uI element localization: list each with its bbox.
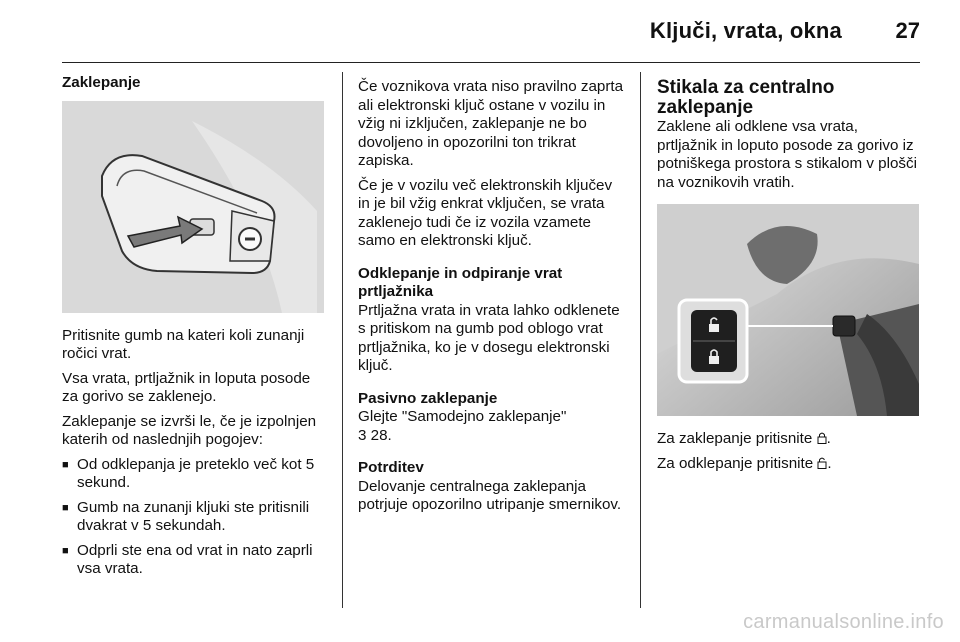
section-heading-locking: Zaklepanje — [62, 74, 141, 91]
paragraph: Za odklepanje pritisnite . — [657, 454, 832, 472]
cross-reference-text: Glejte "Samodejno zaklepanje" — [358, 408, 567, 425]
column-left — [62, 74, 328, 585]
paragraph: Prtljažna vrata in vrata lahko odklenete s pritiskom na gumb pod oblogo vrat prtljažnika, ko je v dosegu elektronski ključ. — [358, 301, 620, 374]
column-divider — [342, 72, 343, 608]
paragraph: Če voznikova vrata niso pravilno zaprta ali elektronski ključ ostane v vozilu in vžig ni izključen, zaklepanje ne bo dovoljeno in opozorilni ton trikrat zapiska. — [358, 78, 624, 169]
section-heading-unlocking: Odklepanje in odpiranje vrat prtljažnika — [358, 264, 563, 300]
list-item: ■ Od odklepanja je preteklo več kot 5 sekund. — [62, 456, 328, 493]
column-divider — [640, 72, 641, 608]
unlock-instruction: Za odklepanje pritisnite — [657, 454, 814, 472]
conditions-list — [62, 456, 328, 579]
section-heading-passive-locking: Pasivno zaklepanje — [358, 389, 498, 407]
watermark: carmanualsonline.info — [743, 611, 944, 633]
paragraph: Delovanje centralnega zaklepanja potrjuje opozorilno utripanje smernikov. — [358, 477, 622, 513]
paragraph: Pritisnite gumb na kateri koli zunanji ročici vrat. — [62, 326, 305, 362]
door-handle-illustration — [62, 101, 324, 313]
lock-instruction: Za zaklepanje pritisnite — [657, 430, 813, 447]
column-right — [657, 78, 922, 479]
paragraph: Zaklepanje se izvrši le, če je izpolnjen katerih od naslednjih pogojev: — [62, 412, 317, 448]
page-title: Ključi, vrata, okna — [649, 18, 842, 43]
paragraph: Vsa vrata, prtljažnik in loputa posode za gorivo se zaklenejo. — [62, 369, 311, 405]
section-heading-central-locking-switches: Stikala za centralno zaklepanje — [657, 77, 835, 118]
paragraph: Zaklene ali odklene vsa vrata, prtljažnik in loputo posode za gorivo iz potniškega prostora s stikalom v plošči na voznikovih vratih. — [657, 118, 917, 191]
list-item: ■ Odprli ste ena od vrat in nato zaprli vsa vrata. — [62, 542, 328, 579]
lock-icon — [817, 431, 827, 444]
list-item: ■ Gumb na zunanji kljuki ste pritisnili dvakrat v 5 sekundah. — [62, 499, 328, 536]
paragraph — [358, 408, 626, 445]
paragraph: Če je v vozilu več elektronskih ključev in je bil vžig enkrat vključen, se vrata zaklenejo tudi če iz vozila vzamete samo en elektronski ključ. — [358, 176, 613, 249]
page-reference[interactable]: 3 28. — [358, 426, 392, 444]
unlock-icon — [817, 456, 827, 469]
page-header — [62, 0, 920, 63]
section-heading-confirmation: Potrditev — [358, 459, 424, 476]
page-number: 27 — [895, 18, 920, 43]
door-switch-photo — [657, 204, 919, 416]
paragraph: Za zaklepanje pritisnite . — [657, 430, 831, 447]
column-middle — [358, 78, 626, 521]
